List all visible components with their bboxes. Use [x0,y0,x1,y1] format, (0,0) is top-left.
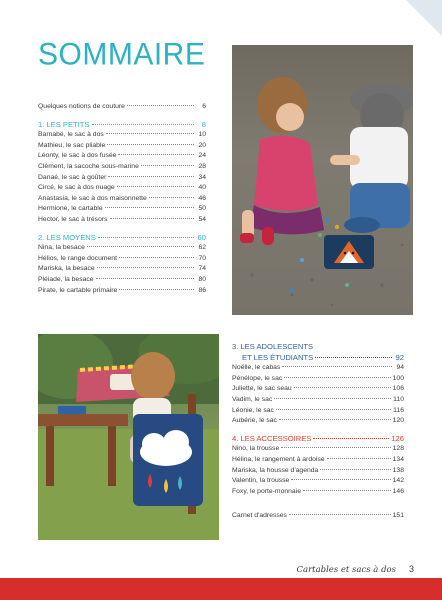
toc-leader-dots [313,438,389,439]
toc-entry-label: Foxy, le porte-monnaie [232,487,302,495]
toc-leader-dots [282,366,392,367]
toc-page-number: 146 [392,487,404,495]
toc-page-number: 116 [393,406,404,414]
footer-book-title: Cartables et sacs à dos [296,565,396,575]
toc-leader-dots [274,398,391,399]
toc-leader-dots [106,133,194,134]
toc-entry[interactable] [38,162,206,173]
toc-leader-dots [327,458,391,459]
toc-entry[interactable] [38,130,206,141]
toc-page-number: 60 [197,232,206,242]
toc-entry-label: Hermione, le cartable [38,205,103,213]
toc-entry[interactable] [38,264,206,275]
toc-page-number: 10 [198,131,206,139]
toc-entry-label: ET LES ÉTUDIANTS [242,352,314,362]
toc-page-number: 50 [198,205,206,213]
toc-page-number: 128 [392,445,404,453]
toc-page-number: 20 [198,141,206,149]
toc-entry[interactable] [232,487,404,498]
toc-leader-dots [87,246,194,247]
toc-right-column [232,342,404,522]
toc-page-number: 126 [391,433,404,443]
toc-page-number: 62 [198,244,206,252]
toc-page-number: 24 [198,152,206,160]
toc-leader-dots [127,105,194,106]
toc-entry[interactable] [232,455,404,466]
toc-page-number: 110 [393,395,404,403]
toc-leader-dots [110,218,194,219]
toc-entry[interactable] [38,243,206,254]
toc-entry-label: Léonie, le sac [232,406,274,414]
toc-entry-label: 3. LES ADOLESCENTS [232,342,314,351]
toc-leader-dots [92,124,195,125]
toc-page-number: 28 [198,162,206,170]
toc-entry-label: Barnabé, le sac à dos [38,131,104,139]
toc-leader-dots [315,357,392,358]
toc-leader-dots [118,154,194,155]
toc-page-number: 92 [395,352,404,362]
toc-entry-label: Circé, le sac à dos nuage [38,184,115,192]
toc-page-number: 151 [392,512,404,520]
toc-entry[interactable] [38,204,206,215]
toc-entry-label: Carnet d'adresses [232,512,287,520]
photo-kids-playing-marbles [232,45,413,315]
toc-leader-dots [105,207,194,208]
toc-entry[interactable] [38,275,206,286]
toc-page-number: 54 [198,215,206,223]
toc-entry[interactable] [38,102,206,113]
toc-page-number: 80 [198,275,206,283]
toc-entry-label: Nino, la trousse [232,445,280,453]
toc-entry[interactable] [232,363,404,374]
toc-entry[interactable] [38,141,206,152]
toc-leader-dots [281,447,390,448]
toc-leader-dots [96,278,194,279]
toc-entry-label: Hector, le sac à trésors [38,215,108,223]
toc-entry[interactable] [232,511,404,522]
toc-leader-dots [119,289,194,290]
toc-entry-label: Aubérie, le sac [232,417,277,425]
toc-leader-dots [276,409,391,410]
toc-gap [232,427,404,434]
toc-page-number: 142 [392,477,404,485]
toc-page-number: 70 [198,254,206,262]
toc-entry-label: Danaé, le sac à goûter [38,173,107,181]
toc-entry[interactable] [232,374,404,385]
toc-leader-dots [279,419,391,420]
toc-gap [38,226,206,233]
toc-leader-dots [294,387,391,388]
toc-entry[interactable] [232,395,404,406]
toc-entry-label: Léonty, le sac à dos fusée [38,152,117,160]
toc-entry-label: Pirate, le cartable primaire [38,286,118,294]
toc-entry[interactable] [38,215,206,226]
toc-leader-dots [284,377,390,378]
toc-page-number: 8 [201,119,206,129]
toc-entry-label: 4. LES ACCESSOIRES [232,433,312,443]
toc-page-number: 6 [202,103,206,110]
footer-bar [0,578,442,600]
toc-leader-dots [98,237,194,238]
toc-page-number: 40 [198,184,206,192]
toc-left-column [38,102,206,296]
toc-entry-label: Vadim, le sac [232,395,273,403]
toc-entry[interactable] [38,183,206,194]
toc-leader-dots [149,197,194,198]
toc-entry-label: Anastasia, le sac à dos maisonnette [38,194,147,202]
toc-section-heading[interactable] [232,434,404,445]
toc-entry-label: Pénélope, le sac [232,374,283,382]
toc-leader-dots [97,267,194,268]
toc-entry[interactable] [232,466,404,477]
toc-entry-label: 2. LES MOYENS [38,232,96,242]
toc-section-heading[interactable] [38,120,206,131]
toc-entry-label: Mathieu, le sac pliable [38,141,106,149]
toc-section-heading[interactable] [232,353,404,364]
toc-entry-label: Valentin, la trousse [232,477,290,485]
photo-kids-illustration [232,45,413,315]
toc-entry-label: Nina, la besace [38,244,85,252]
toc-entry-label: Clément, la sacoche sous-marine [38,162,139,170]
toc-entry-label: Juliette, le sac seau [232,385,292,393]
toc-page-number: 106 [392,385,404,393]
toc-page-number: 34 [198,173,206,181]
toc-entry-label: Hélina, le rangement à ardoise [232,455,325,463]
toc-gap [232,504,404,511]
toc-entry-label: Pléiade, la besace [38,275,94,283]
toc-page-number: 46 [198,194,206,202]
page-corner-decoration [406,0,442,36]
toc-page-number: 120 [392,417,404,425]
toc-entry[interactable] [232,384,404,395]
toc-entry-label: Mariska, la housse d'agenda [232,466,319,474]
toc-page-number: 94 [396,364,404,372]
toc-leader-dots [117,186,194,187]
toc-entry[interactable] [232,476,404,487]
toc-page-number: 74 [198,265,206,273]
page-title: SOMMAIRE [38,37,206,72]
toc-leader-dots [119,257,194,258]
toc-leader-dots [141,165,194,166]
toc-entry[interactable] [38,151,206,162]
page-number: 3 [408,564,414,574]
toc-leader-dots [303,490,391,491]
toc-entry-label: Quelques notions de couture [38,103,125,110]
toc-entry[interactable] [232,444,404,455]
toc-entry[interactable] [38,194,206,205]
toc-page-number: 86 [198,286,206,294]
toc-entry[interactable] [232,416,404,427]
toc-leader-dots [291,479,390,480]
toc-entry[interactable] [38,173,206,184]
toc-leader-dots [108,176,194,177]
toc-page-number: 138 [392,466,404,474]
toc-entry[interactable] [232,406,404,417]
toc-leader-dots [107,144,194,145]
toc-page-number: 134 [392,455,404,463]
toc-entry-label: Hélios, le range document [38,254,117,262]
toc-leader-dots [289,514,391,515]
toc-section-heading[interactable] [38,233,206,244]
toc-gap [232,497,404,504]
toc-section-heading[interactable] [232,342,404,353]
toc-entry-label: 1. LES PETITS [38,119,90,129]
toc-entry[interactable] [38,254,206,265]
toc-gap [38,113,206,120]
photo-child-illustration [38,334,219,540]
toc-entry-label: Noëlle, le cabas [232,364,281,372]
photo-child-with-cloud-bag [38,334,219,540]
toc-entry[interactable] [38,286,206,297]
toc-leader-dots [320,469,390,470]
toc-page-number: 100 [392,374,404,382]
toc-entry-label: Mariska, la besace [38,265,95,273]
